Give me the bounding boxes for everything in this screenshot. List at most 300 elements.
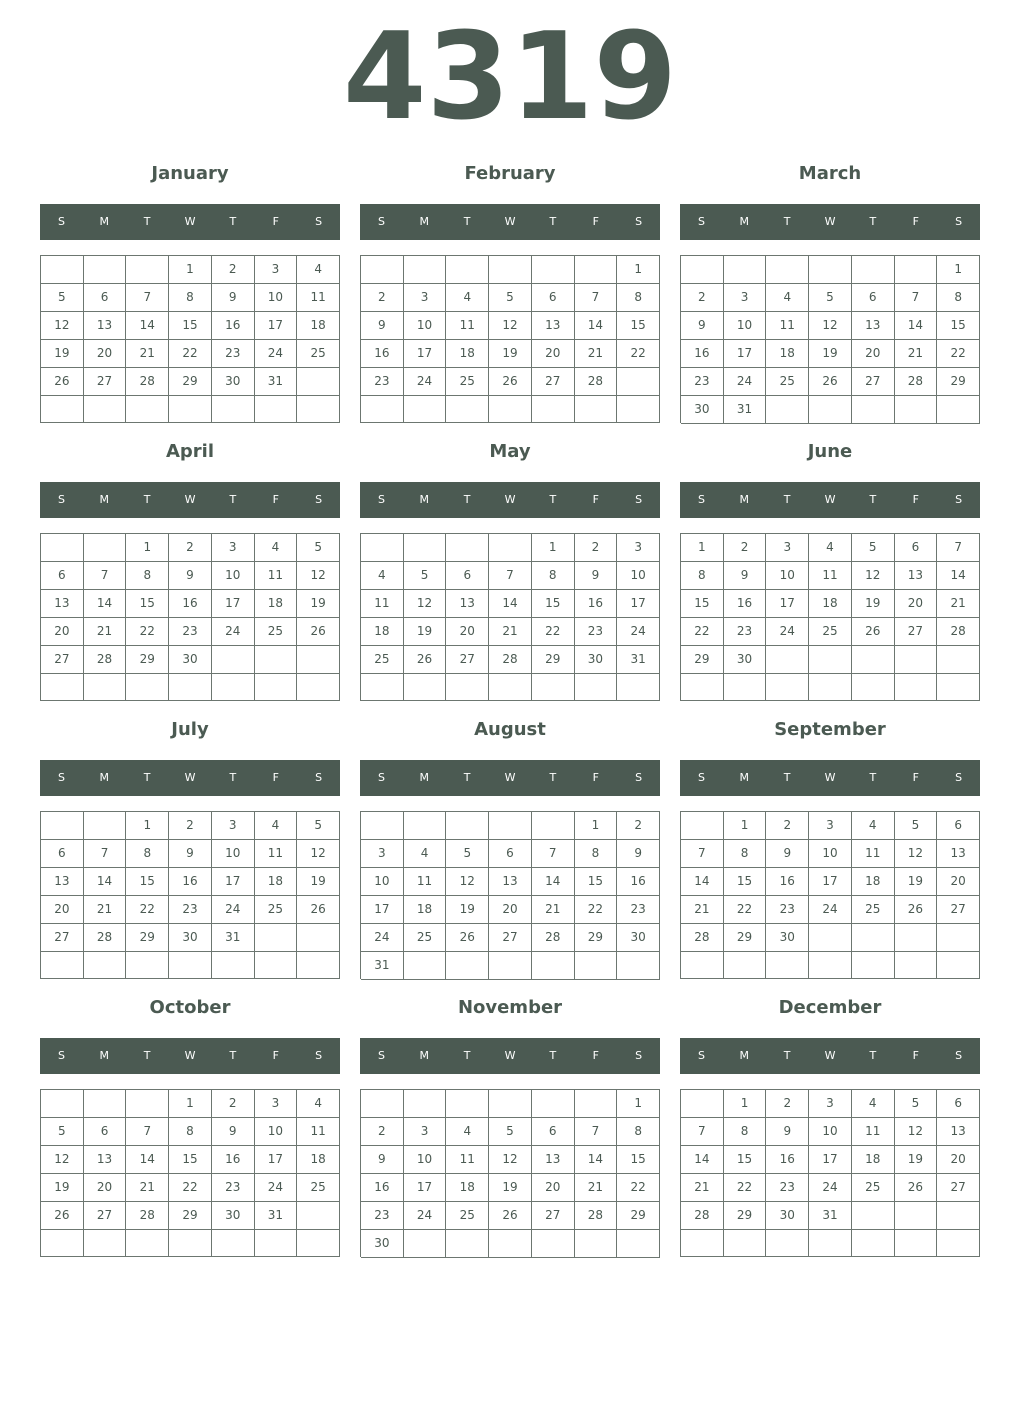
day-cell[interactable]: 13 (41, 868, 84, 896)
day-cell[interactable]: 7 (937, 534, 980, 562)
day-cell[interactable]: 22 (617, 1174, 660, 1202)
day-cell[interactable]: 22 (575, 896, 618, 924)
day-cell[interactable]: 15 (169, 1146, 212, 1174)
day-cell[interactable]: 26 (446, 924, 489, 952)
day-cell[interactable]: 25 (809, 618, 852, 646)
day-cell[interactable]: 8 (126, 562, 169, 590)
day-cell[interactable]: 23 (361, 1202, 404, 1230)
day-cell[interactable]: 27 (532, 368, 575, 396)
day-cell[interactable]: 26 (895, 896, 938, 924)
day-cell[interactable]: 23 (212, 340, 255, 368)
day-cell[interactable]: 13 (41, 590, 84, 618)
day-cell[interactable]: 6 (41, 840, 84, 868)
day-cell[interactable]: 14 (84, 868, 127, 896)
day-cell[interactable]: 20 (852, 340, 895, 368)
day-cell[interactable]: 27 (937, 1174, 980, 1202)
day-cell[interactable]: 28 (126, 368, 169, 396)
day-cell[interactable]: 2 (361, 284, 404, 312)
day-cell[interactable]: 28 (575, 368, 618, 396)
day-cell[interactable]: 30 (766, 1202, 809, 1230)
day-cell[interactable]: 24 (212, 896, 255, 924)
day-cell[interactable]: 2 (681, 284, 724, 312)
day-cell[interactable]: 12 (489, 1146, 532, 1174)
day-cell[interactable]: 27 (446, 646, 489, 674)
day-cell[interactable]: 13 (895, 562, 938, 590)
day-cell[interactable]: 14 (575, 312, 618, 340)
day-cell[interactable]: 23 (169, 896, 212, 924)
day-cell[interactable]: 15 (169, 312, 212, 340)
day-cell[interactable]: 3 (361, 840, 404, 868)
day-cell[interactable]: 4 (297, 256, 340, 284)
day-cell[interactable]: 25 (361, 646, 404, 674)
day-cell[interactable]: 11 (852, 840, 895, 868)
day-cell[interactable]: 24 (809, 1174, 852, 1202)
day-cell[interactable]: 10 (212, 840, 255, 868)
day-cell[interactable]: 4 (255, 534, 298, 562)
day-cell[interactable]: 29 (126, 646, 169, 674)
day-cell[interactable]: 4 (297, 1090, 340, 1118)
day-cell[interactable]: 26 (404, 646, 447, 674)
day-cell[interactable]: 8 (617, 1118, 660, 1146)
day-cell[interactable]: 7 (84, 562, 127, 590)
day-cell[interactable]: 3 (404, 284, 447, 312)
day-cell[interactable]: 14 (895, 312, 938, 340)
day-cell[interactable]: 27 (84, 1202, 127, 1230)
day-cell[interactable]: 6 (895, 534, 938, 562)
day-cell[interactable]: 16 (212, 1146, 255, 1174)
day-cell[interactable]: 14 (84, 590, 127, 618)
day-cell[interactable]: 12 (852, 562, 895, 590)
day-cell[interactable]: 29 (575, 924, 618, 952)
day-cell[interactable]: 20 (41, 896, 84, 924)
day-cell[interactable]: 26 (297, 896, 340, 924)
day-cell[interactable]: 30 (212, 368, 255, 396)
day-cell[interactable]: 24 (404, 368, 447, 396)
day-cell[interactable]: 9 (361, 1146, 404, 1174)
day-cell[interactable]: 1 (724, 812, 767, 840)
day-cell[interactable]: 13 (84, 1146, 127, 1174)
day-cell[interactable]: 21 (532, 896, 575, 924)
day-cell[interactable]: 24 (255, 340, 298, 368)
day-cell[interactable]: 26 (895, 1174, 938, 1202)
day-cell[interactable]: 14 (532, 868, 575, 896)
day-cell[interactable]: 17 (212, 590, 255, 618)
day-cell[interactable]: 2 (617, 812, 660, 840)
day-cell[interactable]: 19 (895, 868, 938, 896)
day-cell[interactable]: 11 (809, 562, 852, 590)
day-cell[interactable]: 10 (404, 1146, 447, 1174)
day-cell[interactable]: 1 (937, 256, 980, 284)
day-cell[interactable]: 27 (41, 924, 84, 952)
day-cell[interactable]: 3 (809, 812, 852, 840)
day-cell[interactable]: 24 (617, 618, 660, 646)
day-cell[interactable]: 1 (169, 256, 212, 284)
day-cell[interactable]: 17 (212, 868, 255, 896)
day-cell[interactable]: 11 (404, 868, 447, 896)
day-cell[interactable]: 5 (489, 1118, 532, 1146)
day-cell[interactable]: 11 (297, 1118, 340, 1146)
day-cell[interactable]: 17 (809, 1146, 852, 1174)
day-cell[interactable]: 13 (489, 868, 532, 896)
day-cell[interactable]: 10 (212, 562, 255, 590)
day-cell[interactable]: 22 (617, 340, 660, 368)
day-cell[interactable]: 29 (169, 368, 212, 396)
day-cell[interactable]: 18 (852, 868, 895, 896)
day-cell[interactable]: 16 (724, 590, 767, 618)
day-cell[interactable]: 2 (212, 256, 255, 284)
day-cell[interactable]: 10 (809, 840, 852, 868)
day-cell[interactable]: 2 (724, 534, 767, 562)
day-cell[interactable]: 28 (681, 924, 724, 952)
day-cell[interactable]: 2 (169, 534, 212, 562)
day-cell[interactable]: 7 (126, 1118, 169, 1146)
day-cell[interactable]: 29 (532, 646, 575, 674)
day-cell[interactable]: 12 (895, 1118, 938, 1146)
day-cell[interactable]: 21 (937, 590, 980, 618)
day-cell[interactable]: 9 (681, 312, 724, 340)
day-cell[interactable]: 25 (766, 368, 809, 396)
day-cell[interactable]: 19 (404, 618, 447, 646)
day-cell[interactable]: 29 (617, 1202, 660, 1230)
day-cell[interactable]: 9 (361, 312, 404, 340)
day-cell[interactable]: 7 (575, 284, 618, 312)
day-cell[interactable]: 10 (404, 312, 447, 340)
day-cell[interactable]: 13 (446, 590, 489, 618)
day-cell[interactable]: 21 (575, 1174, 618, 1202)
day-cell[interactable]: 8 (617, 284, 660, 312)
day-cell[interactable]: 6 (489, 840, 532, 868)
day-cell[interactable]: 23 (617, 896, 660, 924)
day-cell[interactable]: 19 (41, 1174, 84, 1202)
day-cell[interactable]: 9 (766, 1118, 809, 1146)
day-cell[interactable]: 13 (84, 312, 127, 340)
day-cell[interactable]: 10 (809, 1118, 852, 1146)
day-cell[interactable]: 28 (84, 924, 127, 952)
day-cell[interactable]: 12 (41, 1146, 84, 1174)
day-cell[interactable]: 11 (766, 312, 809, 340)
day-cell[interactable]: 23 (724, 618, 767, 646)
day-cell[interactable]: 3 (255, 256, 298, 284)
day-cell[interactable]: 23 (681, 368, 724, 396)
day-cell[interactable]: 25 (297, 1174, 340, 1202)
day-cell[interactable]: 20 (489, 896, 532, 924)
day-cell[interactable]: 23 (766, 1174, 809, 1202)
day-cell[interactable]: 24 (809, 896, 852, 924)
day-cell[interactable]: 6 (41, 562, 84, 590)
day-cell[interactable]: 30 (169, 924, 212, 952)
day-cell[interactable]: 30 (169, 646, 212, 674)
day-cell[interactable]: 21 (575, 340, 618, 368)
day-cell[interactable]: 4 (255, 812, 298, 840)
day-cell[interactable]: 21 (126, 1174, 169, 1202)
day-cell[interactable]: 4 (766, 284, 809, 312)
day-cell[interactable]: 5 (895, 812, 938, 840)
day-cell[interactable]: 15 (126, 590, 169, 618)
day-cell[interactable]: 28 (489, 646, 532, 674)
day-cell[interactable]: 6 (532, 284, 575, 312)
day-cell[interactable]: 27 (84, 368, 127, 396)
day-cell[interactable]: 18 (446, 340, 489, 368)
day-cell[interactable]: 15 (532, 590, 575, 618)
day-cell[interactable]: 28 (681, 1202, 724, 1230)
day-cell[interactable]: 3 (255, 1090, 298, 1118)
day-cell[interactable]: 17 (404, 340, 447, 368)
day-cell[interactable]: 25 (297, 340, 340, 368)
day-cell[interactable]: 18 (361, 618, 404, 646)
day-cell[interactable]: 23 (766, 896, 809, 924)
day-cell[interactable]: 13 (937, 840, 980, 868)
day-cell[interactable]: 9 (212, 1118, 255, 1146)
day-cell[interactable]: 15 (617, 312, 660, 340)
day-cell[interactable]: 14 (126, 1146, 169, 1174)
day-cell[interactable]: 17 (809, 868, 852, 896)
day-cell[interactable]: 18 (255, 590, 298, 618)
day-cell[interactable]: 29 (169, 1202, 212, 1230)
day-cell[interactable]: 25 (255, 618, 298, 646)
day-cell[interactable]: 13 (532, 1146, 575, 1174)
day-cell[interactable]: 19 (852, 590, 895, 618)
day-cell[interactable]: 23 (169, 618, 212, 646)
day-cell[interactable]: 9 (212, 284, 255, 312)
day-cell[interactable]: 3 (212, 534, 255, 562)
day-cell[interactable]: 12 (809, 312, 852, 340)
day-cell[interactable]: 22 (169, 340, 212, 368)
day-cell[interactable]: 30 (724, 646, 767, 674)
day-cell[interactable]: 21 (84, 618, 127, 646)
day-cell[interactable]: 14 (489, 590, 532, 618)
day-cell[interactable]: 20 (84, 1174, 127, 1202)
day-cell[interactable]: 28 (84, 646, 127, 674)
day-cell[interactable]: 6 (937, 812, 980, 840)
day-cell[interactable]: 18 (297, 312, 340, 340)
day-cell[interactable]: 12 (895, 840, 938, 868)
day-cell[interactable]: 17 (724, 340, 767, 368)
day-cell[interactable]: 10 (766, 562, 809, 590)
day-cell[interactable]: 15 (681, 590, 724, 618)
day-cell[interactable]: 7 (489, 562, 532, 590)
day-cell[interactable]: 9 (169, 840, 212, 868)
day-cell[interactable]: 15 (724, 1146, 767, 1174)
day-cell[interactable]: 29 (126, 924, 169, 952)
day-cell[interactable]: 21 (84, 896, 127, 924)
day-cell[interactable]: 3 (617, 534, 660, 562)
day-cell[interactable]: 6 (446, 562, 489, 590)
day-cell[interactable]: 18 (404, 896, 447, 924)
day-cell[interactable]: 5 (852, 534, 895, 562)
day-cell[interactable]: 31 (617, 646, 660, 674)
day-cell[interactable]: 24 (361, 924, 404, 952)
day-cell[interactable]: 17 (255, 312, 298, 340)
day-cell[interactable]: 9 (766, 840, 809, 868)
day-cell[interactable]: 18 (852, 1146, 895, 1174)
day-cell[interactable]: 8 (169, 284, 212, 312)
day-cell[interactable]: 20 (532, 340, 575, 368)
day-cell[interactable]: 30 (212, 1202, 255, 1230)
day-cell[interactable]: 20 (41, 618, 84, 646)
day-cell[interactable]: 14 (681, 1146, 724, 1174)
day-cell[interactable]: 4 (852, 812, 895, 840)
day-cell[interactable]: 20 (84, 340, 127, 368)
day-cell[interactable]: 8 (169, 1118, 212, 1146)
day-cell[interactable]: 10 (617, 562, 660, 590)
day-cell[interactable]: 17 (617, 590, 660, 618)
day-cell[interactable]: 16 (681, 340, 724, 368)
day-cell[interactable]: 30 (681, 396, 724, 424)
day-cell[interactable]: 14 (681, 868, 724, 896)
day-cell[interactable]: 7 (681, 1118, 724, 1146)
day-cell[interactable]: 17 (361, 896, 404, 924)
day-cell[interactable]: 5 (41, 284, 84, 312)
day-cell[interactable]: 4 (809, 534, 852, 562)
day-cell[interactable]: 23 (212, 1174, 255, 1202)
day-cell[interactable]: 22 (937, 340, 980, 368)
day-cell[interactable]: 27 (895, 618, 938, 646)
day-cell[interactable]: 1 (126, 812, 169, 840)
day-cell[interactable]: 31 (809, 1202, 852, 1230)
day-cell[interactable]: 5 (446, 840, 489, 868)
day-cell[interactable]: 19 (446, 896, 489, 924)
day-cell[interactable]: 20 (895, 590, 938, 618)
day-cell[interactable]: 25 (446, 368, 489, 396)
day-cell[interactable]: 24 (724, 368, 767, 396)
day-cell[interactable]: 5 (41, 1118, 84, 1146)
day-cell[interactable]: 22 (724, 896, 767, 924)
day-cell[interactable]: 16 (212, 312, 255, 340)
day-cell[interactable]: 5 (297, 534, 340, 562)
day-cell[interactable]: 15 (617, 1146, 660, 1174)
day-cell[interactable]: 10 (255, 284, 298, 312)
day-cell[interactable]: 15 (937, 312, 980, 340)
day-cell[interactable]: 6 (937, 1090, 980, 1118)
day-cell[interactable]: 8 (575, 840, 618, 868)
day-cell[interactable]: 11 (297, 284, 340, 312)
day-cell[interactable]: 15 (724, 868, 767, 896)
day-cell[interactable]: 11 (446, 1146, 489, 1174)
day-cell[interactable]: 4 (404, 840, 447, 868)
day-cell[interactable]: 24 (255, 1174, 298, 1202)
day-cell[interactable]: 22 (169, 1174, 212, 1202)
day-cell[interactable]: 26 (297, 618, 340, 646)
day-cell[interactable]: 11 (852, 1118, 895, 1146)
day-cell[interactable]: 26 (41, 368, 84, 396)
day-cell[interactable]: 18 (809, 590, 852, 618)
day-cell[interactable]: 21 (681, 1174, 724, 1202)
day-cell[interactable]: 6 (84, 284, 127, 312)
day-cell[interactable]: 28 (575, 1202, 618, 1230)
day-cell[interactable]: 26 (489, 368, 532, 396)
day-cell[interactable]: 12 (41, 312, 84, 340)
day-cell[interactable]: 21 (895, 340, 938, 368)
day-cell[interactable]: 7 (681, 840, 724, 868)
day-cell[interactable]: 19 (895, 1146, 938, 1174)
day-cell[interactable]: 16 (169, 590, 212, 618)
day-cell[interactable]: 2 (575, 534, 618, 562)
day-cell[interactable]: 22 (532, 618, 575, 646)
day-cell[interactable]: 2 (169, 812, 212, 840)
day-cell[interactable]: 22 (126, 618, 169, 646)
day-cell[interactable]: 22 (126, 896, 169, 924)
day-cell[interactable]: 5 (809, 284, 852, 312)
day-cell[interactable]: 6 (532, 1118, 575, 1146)
day-cell[interactable]: 11 (255, 840, 298, 868)
day-cell[interactable]: 25 (852, 1174, 895, 1202)
day-cell[interactable]: 2 (766, 1090, 809, 1118)
day-cell[interactable]: 31 (255, 368, 298, 396)
day-cell[interactable]: 27 (489, 924, 532, 952)
day-cell[interactable]: 26 (489, 1202, 532, 1230)
day-cell[interactable]: 3 (404, 1118, 447, 1146)
day-cell[interactable]: 12 (446, 868, 489, 896)
day-cell[interactable]: 25 (255, 896, 298, 924)
day-cell[interactable]: 6 (852, 284, 895, 312)
day-cell[interactable]: 1 (617, 1090, 660, 1118)
day-cell[interactable]: 16 (361, 1174, 404, 1202)
day-cell[interactable]: 1 (575, 812, 618, 840)
day-cell[interactable]: 8 (126, 840, 169, 868)
day-cell[interactable]: 3 (766, 534, 809, 562)
day-cell[interactable]: 5 (489, 284, 532, 312)
day-cell[interactable]: 9 (724, 562, 767, 590)
day-cell[interactable]: 14 (575, 1146, 618, 1174)
day-cell[interactable]: 4 (852, 1090, 895, 1118)
day-cell[interactable]: 16 (766, 868, 809, 896)
day-cell[interactable]: 27 (937, 896, 980, 924)
day-cell[interactable]: 20 (937, 868, 980, 896)
day-cell[interactable]: 11 (361, 590, 404, 618)
day-cell[interactable]: 5 (404, 562, 447, 590)
day-cell[interactable]: 25 (852, 896, 895, 924)
day-cell[interactable]: 8 (937, 284, 980, 312)
day-cell[interactable]: 7 (575, 1118, 618, 1146)
day-cell[interactable]: 16 (575, 590, 618, 618)
day-cell[interactable]: 21 (489, 618, 532, 646)
day-cell[interactable]: 20 (937, 1146, 980, 1174)
day-cell[interactable]: 3 (809, 1090, 852, 1118)
day-cell[interactable]: 11 (446, 312, 489, 340)
day-cell[interactable]: 21 (681, 896, 724, 924)
day-cell[interactable]: 7 (895, 284, 938, 312)
day-cell[interactable]: 1 (681, 534, 724, 562)
day-cell[interactable]: 8 (724, 1118, 767, 1146)
day-cell[interactable]: 7 (532, 840, 575, 868)
day-cell[interactable]: 13 (937, 1118, 980, 1146)
day-cell[interactable]: 29 (724, 924, 767, 952)
day-cell[interactable]: 5 (895, 1090, 938, 1118)
day-cell[interactable]: 27 (532, 1202, 575, 1230)
day-cell[interactable]: 20 (446, 618, 489, 646)
day-cell[interactable]: 30 (766, 924, 809, 952)
day-cell[interactable]: 23 (575, 618, 618, 646)
day-cell[interactable]: 30 (575, 646, 618, 674)
day-cell[interactable]: 7 (84, 840, 127, 868)
day-cell[interactable]: 12 (404, 590, 447, 618)
day-cell[interactable]: 28 (937, 618, 980, 646)
day-cell[interactable]: 18 (766, 340, 809, 368)
day-cell[interactable]: 10 (724, 312, 767, 340)
day-cell[interactable]: 28 (126, 1202, 169, 1230)
day-cell[interactable]: 12 (297, 840, 340, 868)
day-cell[interactable]: 5 (297, 812, 340, 840)
day-cell[interactable]: 29 (937, 368, 980, 396)
day-cell[interactable]: 1 (169, 1090, 212, 1118)
day-cell[interactable]: 26 (852, 618, 895, 646)
day-cell[interactable]: 28 (895, 368, 938, 396)
day-cell[interactable]: 2 (212, 1090, 255, 1118)
day-cell[interactable]: 20 (532, 1174, 575, 1202)
day-cell[interactable]: 16 (617, 868, 660, 896)
day-cell[interactable]: 31 (212, 924, 255, 952)
day-cell[interactable]: 7 (126, 284, 169, 312)
